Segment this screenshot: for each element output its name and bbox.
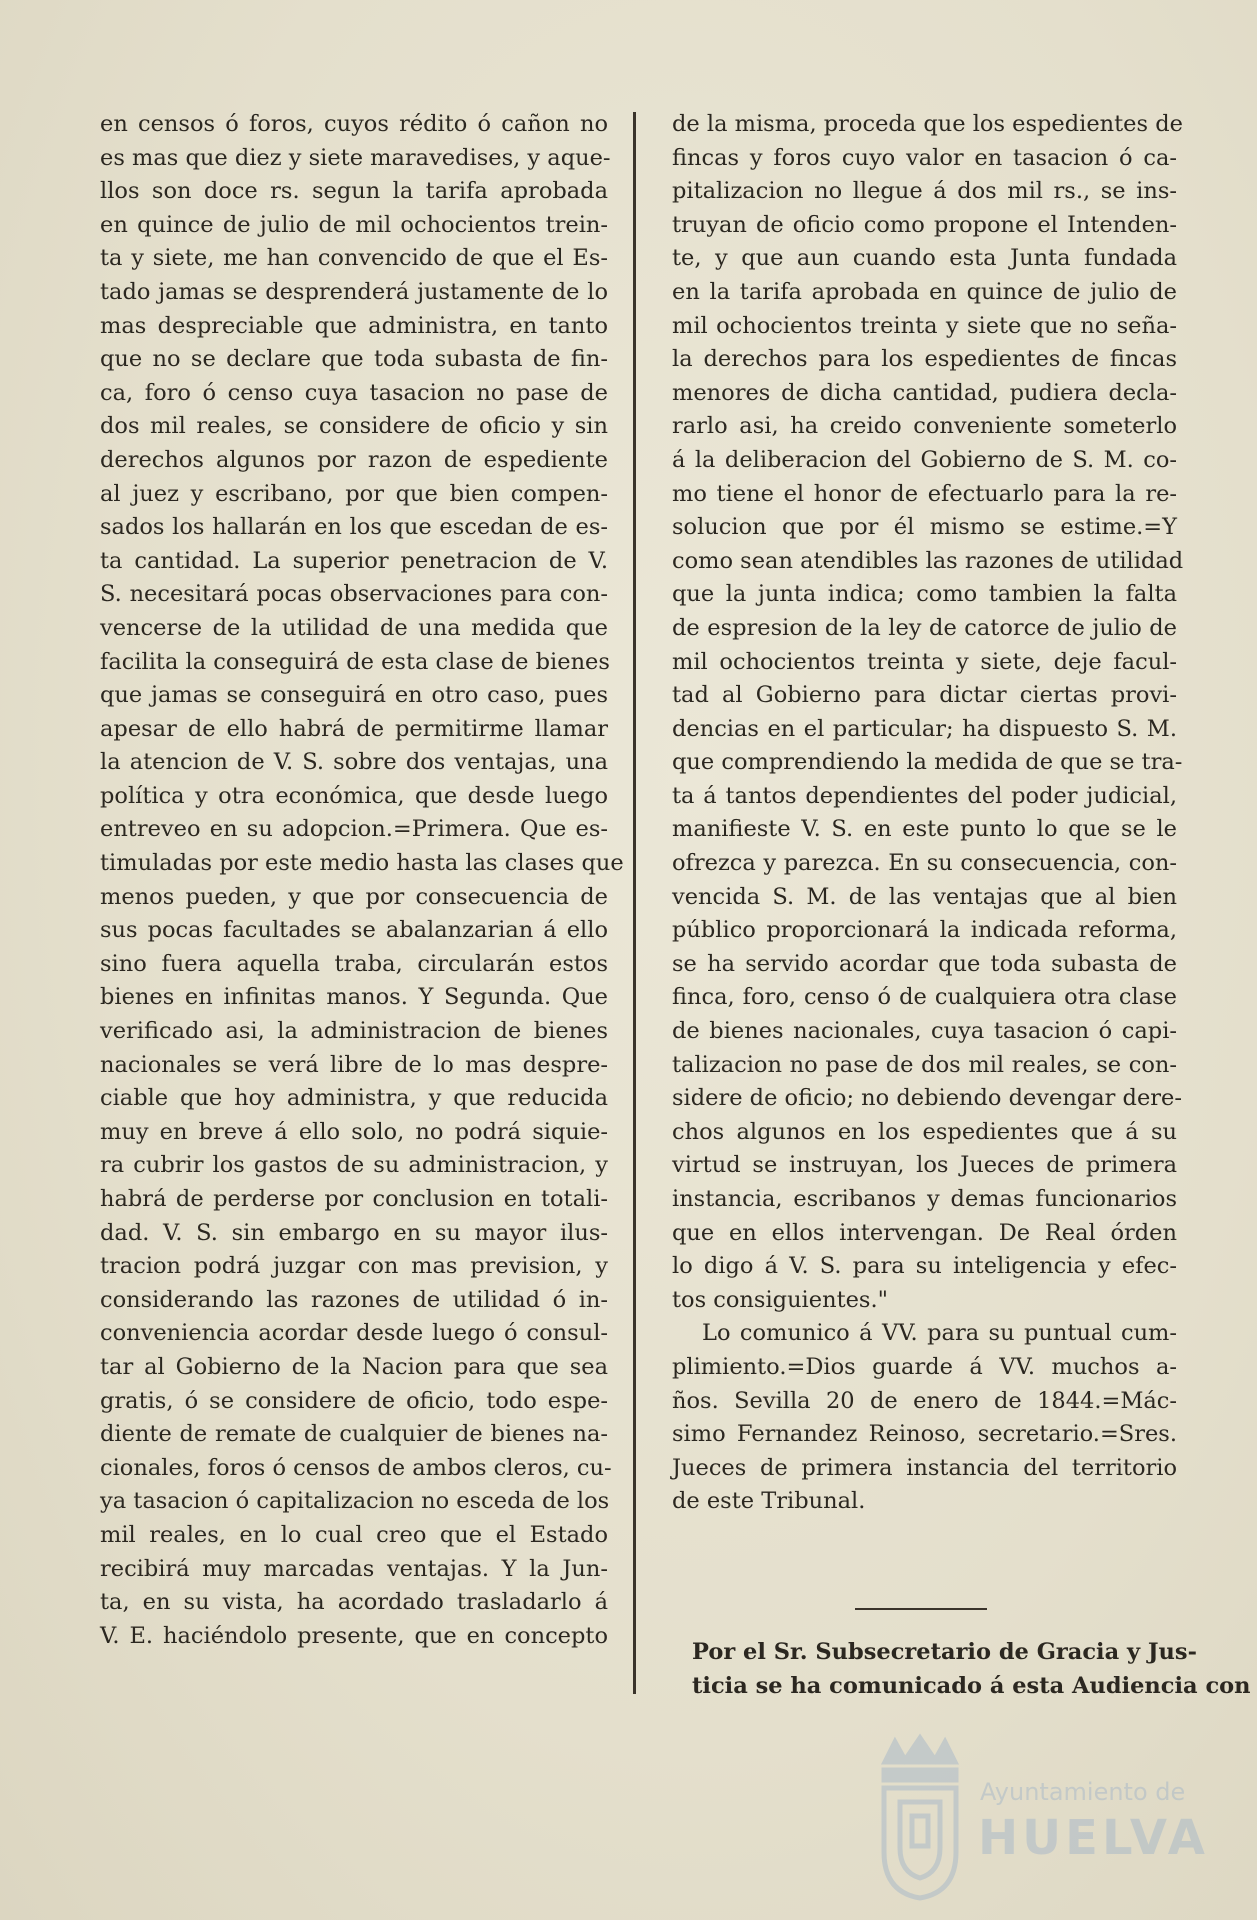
text-line: timuladas por este medio hasta las clases que	[100, 850, 624, 877]
text-line: mil reales, en lo cual creo que el Estado	[100, 1521, 608, 1548]
column-divider	[633, 112, 636, 1694]
text-line: muy en breve á ello solo, no podrá siquie-	[100, 1118, 608, 1145]
text-line: menores de dicha cantidad, pudiera decla-	[672, 379, 1177, 406]
text-line: facilita la conseguirá de esta clase de bienes	[100, 648, 610, 675]
text-line: gratis, ó se considere de oficio, todo espe-	[100, 1387, 608, 1414]
text-line: manifieste V. S. en este punto lo que se le	[672, 816, 1177, 843]
text-line: se ha servido acordar que toda subasta de	[672, 950, 1177, 977]
text-line: que no se declare que toda subasta de fin-	[100, 346, 608, 373]
section-separator	[855, 1608, 987, 1610]
watermark-line1: Ayuntamiento de	[980, 1778, 1186, 1806]
text-line: fincas y foros cuyo valor en tasacion ó ca-	[672, 144, 1177, 171]
text-line: conveniencia acordar desde luego ó consul-	[100, 1320, 608, 1347]
text-line: te, y que aun cuando esta Junta fundada	[672, 245, 1177, 272]
text-line: plimiento.=Dios guarde á VV. muchos a-	[672, 1353, 1177, 1380]
text-line: derechos algunos por razon de espediente	[100, 446, 608, 473]
text-line: política y otra económica, que desde luego	[100, 782, 608, 809]
text-line: vencida S. M. de las ventajas que al bien	[672, 883, 1177, 910]
text-line: considerando las razones de utilidad ó in-	[100, 1286, 608, 1313]
text-line: al juez y escribano, por que bien compen-	[100, 480, 608, 507]
text-line: sados los hallarán en los que escedan de es-	[100, 514, 608, 541]
text-line: entreveo en su adopcion.=Primera. Que es-	[100, 816, 608, 843]
text-line: dencias en el particular; ha dispuesto S. M.	[672, 715, 1177, 742]
text-line: ta y siete, me han convencido de que el Es-	[100, 245, 608, 272]
text-line: finca, foro, censo ó de cualquiera otra clase	[672, 984, 1177, 1011]
archive-watermark	[860, 1732, 1220, 1912]
text-line: en quince de julio de mil ochocientos trein-	[100, 211, 608, 238]
text-line: habrá de perderse por conclusion en totali-	[100, 1186, 608, 1212]
text-line: ta á tantos dependientes del poder judicial,	[672, 782, 1177, 809]
text-line: de la misma, proceda que los espedientes de	[672, 111, 1183, 137]
text-line: V. E. haciéndolo presente, que en concepto	[100, 1622, 608, 1649]
text-line: en la tarifa aprobada en quince de julio de	[672, 278, 1177, 305]
text-line: pitalizacion no llegue á dos mil rs., se ins-	[672, 178, 1177, 205]
text-line: tos consiguientes."	[672, 1286, 888, 1313]
text-line: público proporcionará la indicada reforma,	[672, 917, 1177, 944]
right-text-column	[672, 108, 1184, 1519]
text-line: ya tasacion ó capitalizacion no esceda de los	[100, 1488, 610, 1515]
text-line: sidere de oficio; no debiendo devengar dere-	[672, 1085, 1182, 1112]
text-line: ta, en su vista, ha acordado trasladarlo á	[100, 1589, 608, 1616]
text-line: lo digo á V. S. para su inteligencia y efec-	[672, 1253, 1177, 1280]
text-line: rarlo asi, ha creido conveniente someterlo	[672, 413, 1177, 440]
text-line: ca, foro ó censo cuya tasacion no pase de	[100, 379, 608, 406]
text-line: S. necesitará pocas observaciones para con-	[100, 581, 608, 608]
text-line: en censos ó foros, cuyos rédito ó cañon no	[100, 111, 608, 137]
text-line: la atencion de V. S. sobre dos ventajas, una	[100, 749, 608, 776]
text-line: de bienes nacionales, cuya tasacion ó capi-	[672, 1018, 1177, 1045]
text-line: Por el Sr. Subsecretario de Gracia y Jus-	[692, 1639, 1197, 1665]
text-line: bienes en infinitas manos. Y Segunda. Que	[100, 984, 608, 1011]
text-line: ra cubrir los gastos de su administracion, y	[100, 1152, 608, 1179]
text-line: Lo comunico á VV. para su puntual cum-	[702, 1320, 1177, 1347]
text-line: chos algunos en los espedientes que á su	[672, 1118, 1177, 1145]
text-line: mil ochocientos treinta y siete que no seña-	[672, 312, 1177, 339]
text-line: vencerse de la utilidad de una medida que	[100, 614, 608, 641]
text-line: sus pocas facultades se abalanzarian á ello	[100, 917, 608, 944]
text-line: truyan de oficio como propone el Intenden-	[672, 211, 1177, 238]
text-line: tado jamas se desprenderá justamente de lo	[100, 278, 608, 305]
text-line: talizacion no pase de dos mil reales, se con-	[672, 1051, 1177, 1078]
text-line: que jamas se conseguirá en otro caso, pues	[100, 682, 608, 709]
text-line: recibirá muy marcadas ventajas. Y la Jun-	[100, 1555, 608, 1582]
text-line: verificado asi, la administracion de bienes	[100, 1018, 608, 1045]
text-line: tad al Gobierno para dictar ciertas provi-	[672, 682, 1177, 709]
text-line: que en ellos intervengan. De Real órden	[672, 1219, 1177, 1246]
text-line: dad. V. S. sin embargo en su mayor ilus-	[100, 1219, 608, 1246]
text-line: tar al Gobierno de la Nacion para que sea	[100, 1353, 608, 1380]
text-line: mas despreciable que administra, en tanto	[100, 312, 608, 339]
text-line: ofrezca y parezca. En su consecuencia, con-	[672, 850, 1177, 877]
text-line: Jueces de primera instancia del territorio	[672, 1454, 1177, 1481]
text-line: ticia se ha comunicado á esta Audiencia con	[692, 1672, 1251, 1699]
text-line: mil ochocientos treinta y siete, deje facul-	[672, 648, 1177, 675]
city-crest-icon	[870, 1732, 970, 1902]
text-line: como sean atendibles las razones de utilidad	[672, 547, 1184, 574]
text-line: es mas que diez y siete maravedises, y aque-	[100, 144, 611, 171]
left-text-column	[100, 108, 624, 1653]
text-line: de este Tribunal.	[672, 1488, 866, 1515]
text-line: dos mil reales, se considere de oficio y sin	[100, 413, 608, 440]
text-line: virtud se instruyan, los Jueces de primera	[672, 1152, 1177, 1179]
text-line: simo Fernandez Reinoso, secretario.=Sres.	[672, 1421, 1177, 1448]
text-line: ciable que hoy administra, y que reducida	[100, 1085, 608, 1112]
text-line: tracion podrá juzgar con mas prevision, y	[100, 1253, 608, 1280]
text-line: llos son doce rs. segun la tarifa aprobada	[100, 178, 608, 205]
text-line: de espresion de la ley de catorce de julio de	[672, 614, 1177, 641]
text-line: que la junta indica; como tambien la falta	[672, 581, 1177, 608]
text-line: nacionales se verá libre de lo mas despre-	[100, 1051, 608, 1078]
text-line: á la deliberacion del Gobierno de S. M. co-	[672, 446, 1177, 473]
new-section-text	[692, 1636, 1251, 1703]
text-line: menos pueden, y que por consecuencia de	[100, 883, 608, 910]
text-line: sino fuera aquella traba, circularán estos	[100, 950, 608, 977]
text-line: apesar de ello habrá de permitirme llamar	[100, 715, 608, 742]
text-line: instancia, escribanos y demas funcionarios	[672, 1186, 1177, 1212]
text-line: ta cantidad. La superior penetracion de V.	[100, 547, 608, 574]
text-line: cionales, foros ó censos de ambos cleros, cu-	[100, 1454, 612, 1481]
watermark-line2: HUELVA	[978, 1810, 1209, 1866]
text-line: la derechos para los espedientes de fincas	[672, 346, 1177, 373]
text-line: mo tiene el honor de efectuarlo para la re-	[672, 480, 1177, 507]
text-line: diente de remate de cualquier de bienes na-	[100, 1421, 608, 1448]
text-line: que comprendiendo la medida de que se tra-	[672, 749, 1183, 776]
text-line: solucion que por él mismo se estime.=Y	[672, 514, 1177, 541]
text-line: ños. Sevilla 20 de enero de 1844.=Mác-	[672, 1387, 1177, 1414]
